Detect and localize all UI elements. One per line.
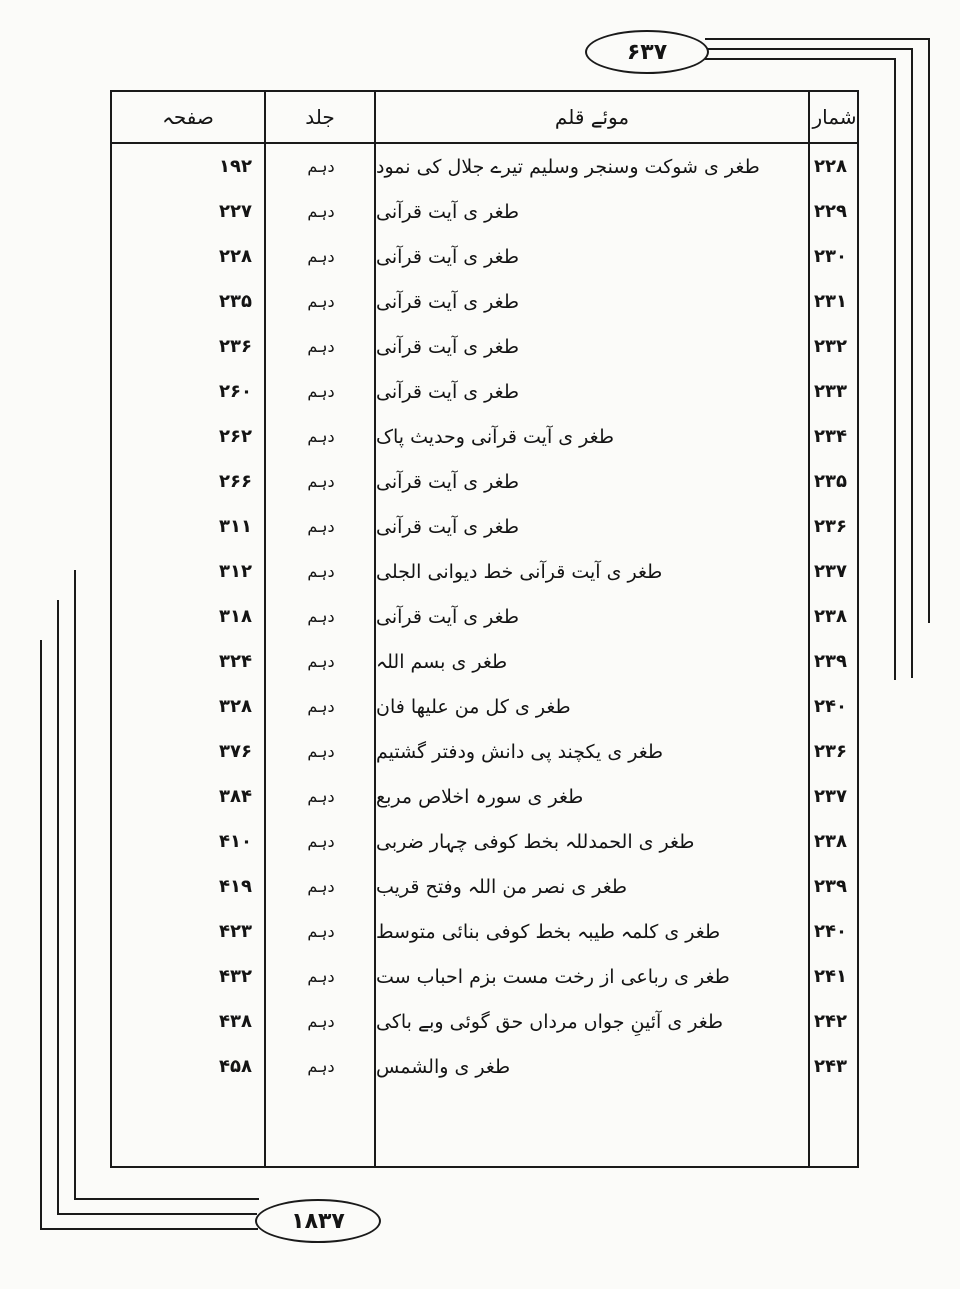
row-volume-text: دہم xyxy=(307,877,335,896)
row-title xyxy=(376,279,808,324)
frame-line xyxy=(928,38,930,623)
row-number-text: ۲۴۰ xyxy=(814,921,847,942)
table-row xyxy=(112,999,857,1044)
table-row xyxy=(112,684,857,729)
row-number-text: ۲۴۰ xyxy=(814,696,847,717)
row-title xyxy=(376,1044,808,1089)
frame-line xyxy=(57,600,59,1215)
row-title-text: طغر ی رباعی از رخت مست بزم احباب ست xyxy=(376,965,730,988)
row-volume xyxy=(266,774,376,819)
row-page xyxy=(112,234,266,279)
frame-line xyxy=(74,1198,259,1200)
row-number xyxy=(812,774,859,819)
page-number-bottom: ۱۸۳۷ xyxy=(255,1199,381,1243)
row-number xyxy=(812,369,859,414)
row-volume xyxy=(266,504,376,549)
row-title xyxy=(376,774,808,819)
row-number xyxy=(812,594,859,639)
row-title xyxy=(376,369,808,414)
row-volume xyxy=(266,594,376,639)
row-number-text: ۲۴۲ xyxy=(814,1011,847,1032)
row-number-text: ۲۳۷ xyxy=(814,786,847,807)
row-number xyxy=(812,549,859,594)
row-number xyxy=(812,819,859,864)
row-volume xyxy=(266,819,376,864)
row-volume xyxy=(266,639,376,684)
row-volume xyxy=(266,189,376,234)
row-number-text: ۲۳۹ xyxy=(814,651,847,672)
row-title xyxy=(376,414,808,459)
row-volume-text: دہم xyxy=(307,1012,335,1031)
table-row xyxy=(112,369,857,414)
row-volume xyxy=(266,144,376,189)
row-page-text: ۴۳۸ xyxy=(219,1011,252,1032)
row-number-text: ۲۳۳ xyxy=(814,381,847,402)
row-page xyxy=(112,684,266,729)
frame-line xyxy=(57,1213,257,1215)
table-row xyxy=(112,774,857,819)
row-page xyxy=(112,594,266,639)
row-number-text: ۲۲۹ xyxy=(814,201,847,222)
table-row xyxy=(112,144,857,189)
row-page-text: ۳۱۱ xyxy=(219,516,252,537)
row-volume xyxy=(266,324,376,369)
header-volume: جلد xyxy=(305,105,335,129)
row-volume-text: دہم xyxy=(307,157,335,176)
table-row xyxy=(112,1044,857,1089)
table-row xyxy=(112,864,857,909)
frame-line xyxy=(40,1228,258,1230)
row-title-text: طغر ی سورہ اخلاص مربع xyxy=(376,785,584,808)
row-page xyxy=(112,459,266,504)
row-title-text: طغر ی کلمہ طیبہ بخط کوفی بنائی متوسط xyxy=(376,920,721,943)
row-title-text: طغر ی آیت قرآنی xyxy=(376,605,519,628)
header-number: شمار xyxy=(812,105,857,129)
frame-line xyxy=(74,570,76,1200)
row-title-text: طغر ی آیت قرآنی وحدیث پاک xyxy=(376,425,614,448)
table-row xyxy=(112,234,857,279)
row-number xyxy=(812,234,859,279)
row-number-text: ۲۳۱ xyxy=(814,291,847,312)
row-volume-text: دہم xyxy=(307,292,335,311)
row-page-text: ۲۲۷ xyxy=(219,201,252,222)
row-number-text: ۲۳۰ xyxy=(814,246,847,267)
table-row xyxy=(112,414,857,459)
table-row xyxy=(112,279,857,324)
row-number xyxy=(812,639,859,684)
row-title xyxy=(376,459,808,504)
row-page-text: ۱۹۲ xyxy=(219,156,252,177)
row-number xyxy=(812,414,859,459)
table-row xyxy=(112,504,857,549)
row-title-text: طغر ی آیت قرآنی xyxy=(376,245,519,268)
row-volume-text: دہم xyxy=(307,1057,335,1076)
row-number-text: ۲۲۸ xyxy=(814,156,847,177)
table-row xyxy=(112,819,857,864)
row-title-text: طغر ی بسم اللہ xyxy=(376,650,508,673)
row-page-text: ۳۸۴ xyxy=(219,786,252,807)
row-title xyxy=(376,999,808,1044)
row-volume xyxy=(266,954,376,999)
row-title xyxy=(376,864,808,909)
row-title xyxy=(376,189,808,234)
row-volume xyxy=(266,414,376,459)
row-page-text: ۲۶۶ xyxy=(219,471,252,492)
row-number-text: ۲۳۴ xyxy=(814,426,847,447)
row-page-text: ۳۲۸ xyxy=(219,696,252,717)
row-page xyxy=(112,279,266,324)
row-volume-text: دہم xyxy=(307,832,335,851)
table-row xyxy=(112,549,857,594)
row-title-text: طغر ی آئینِ جواں مرداں حق گوئی وبے باکی xyxy=(376,1010,724,1033)
row-volume xyxy=(266,369,376,414)
row-number xyxy=(812,324,859,369)
row-volume-text: دہم xyxy=(307,742,335,761)
table-row xyxy=(112,639,857,684)
row-volume-text: دہم xyxy=(307,427,335,446)
row-title-text: طغر ی آیت قرآنی خط دیوانی الجلی xyxy=(376,560,663,583)
row-title xyxy=(376,819,808,864)
row-title-text: طغر ی آیت قرآنی xyxy=(376,470,519,493)
row-title xyxy=(376,639,808,684)
row-title-text: طغر ی آیت قرآنی xyxy=(376,200,519,223)
row-page-text: ۴۵۸ xyxy=(219,1056,252,1077)
row-page xyxy=(112,639,266,684)
row-volume-text: دہم xyxy=(307,922,335,941)
row-number xyxy=(812,504,859,549)
row-number xyxy=(812,144,859,189)
row-volume-text: دہم xyxy=(307,652,335,671)
row-page-text: ۳۷۶ xyxy=(219,741,252,762)
row-page-text: ۲۳۶ xyxy=(219,336,252,357)
row-title xyxy=(376,954,808,999)
frame-line xyxy=(894,58,896,680)
row-title-text: طغر ی آیت قرآنی xyxy=(376,290,519,313)
row-title xyxy=(376,684,808,729)
row-number xyxy=(812,864,859,909)
row-title-text: طغر ی الحمدللہ بخط کوفی چہار ضربی xyxy=(376,830,695,853)
row-page xyxy=(112,369,266,414)
row-title xyxy=(376,234,808,279)
row-title xyxy=(376,324,808,369)
row-title-text: طغر ی آیت قرآنی xyxy=(376,515,519,538)
row-title xyxy=(376,909,808,954)
row-title xyxy=(376,549,808,594)
row-number-text: ۲۳۸ xyxy=(814,606,847,627)
table-row xyxy=(112,324,857,369)
row-page xyxy=(112,774,266,819)
table-row xyxy=(112,594,857,639)
row-title-text: طغر ی آیت قرآنی xyxy=(376,380,519,403)
row-number-text: ۲۴۱ xyxy=(814,966,847,987)
frame-line xyxy=(40,640,42,1230)
row-page-text: ۴۱۰ xyxy=(219,831,252,852)
table-row xyxy=(112,459,857,504)
row-number xyxy=(812,909,859,954)
row-volume xyxy=(266,549,376,594)
row-number xyxy=(812,189,859,234)
row-number-text: ۲۳۹ xyxy=(814,876,847,897)
row-number xyxy=(812,1044,859,1089)
row-page xyxy=(112,324,266,369)
row-volume-text: دہم xyxy=(307,202,335,221)
row-page xyxy=(112,549,266,594)
row-page-text: ۲۲۸ xyxy=(219,246,252,267)
row-number xyxy=(812,954,859,999)
row-page-text: ۳۲۴ xyxy=(219,651,252,672)
row-title xyxy=(376,504,808,549)
row-volume-text: دہم xyxy=(307,697,335,716)
row-page xyxy=(112,189,266,234)
table-row xyxy=(112,909,857,954)
row-number-text: ۲۳۲ xyxy=(814,336,847,357)
row-page xyxy=(112,414,266,459)
row-volume xyxy=(266,684,376,729)
row-page xyxy=(112,144,266,189)
row-number xyxy=(812,729,859,774)
row-page xyxy=(112,1044,266,1089)
row-page xyxy=(112,909,266,954)
row-title xyxy=(376,144,808,189)
frame-line xyxy=(707,48,913,50)
row-volume-text: دہم xyxy=(307,562,335,581)
row-volume xyxy=(266,729,376,774)
row-number xyxy=(812,999,859,1044)
row-page-text: ۴۱۹ xyxy=(219,876,252,897)
row-page-text: ۴۳۲ xyxy=(219,966,252,987)
page-number-top: ۶۳۷ xyxy=(585,30,709,74)
row-page-text: ۳۱۸ xyxy=(219,606,252,627)
row-volume-text: دہم xyxy=(307,607,335,626)
row-title-text: طغر ی نصر من اللہ وفتح قریب xyxy=(376,875,628,898)
row-volume xyxy=(266,1044,376,1089)
row-page xyxy=(112,504,266,549)
row-title-text: طغر ی کل من علیھا فان xyxy=(376,695,571,718)
row-volume-text: دہم xyxy=(307,967,335,986)
row-title xyxy=(376,594,808,639)
row-volume-text: دہم xyxy=(307,337,335,356)
row-page-text: ۲۳۵ xyxy=(219,291,252,312)
row-volume xyxy=(266,909,376,954)
row-number-text: ۲۳۷ xyxy=(814,561,847,582)
row-page xyxy=(112,999,266,1044)
row-page-text: ۲۶۲ xyxy=(219,426,252,447)
row-page xyxy=(112,729,266,774)
row-page-text: ۳۱۲ xyxy=(219,561,252,582)
row-volume xyxy=(266,459,376,504)
header-page: صفحہ xyxy=(162,105,214,129)
row-page xyxy=(112,819,266,864)
table-row xyxy=(112,954,857,999)
row-volume xyxy=(266,279,376,324)
row-number-text: ۲۴۳ xyxy=(814,1056,847,1077)
frame-line xyxy=(911,48,913,678)
row-page xyxy=(112,954,266,999)
table-row xyxy=(112,729,857,774)
table-row xyxy=(112,189,857,234)
row-number xyxy=(812,684,859,729)
row-volume-text: دہم xyxy=(307,472,335,491)
row-number-text: ۲۳۶ xyxy=(814,741,847,762)
index-table xyxy=(110,90,859,1168)
row-volume-text: دہم xyxy=(307,247,335,266)
row-volume-text: دہم xyxy=(307,787,335,806)
row-volume xyxy=(266,234,376,279)
row-number xyxy=(812,279,859,324)
row-title-text: طغر ی شوکت وسنجر وسلیم تیرے جلال کی نمود xyxy=(376,155,760,178)
row-page xyxy=(112,864,266,909)
row-title xyxy=(376,729,808,774)
row-title-text: طغر ی والشمس xyxy=(376,1055,511,1078)
frame-line xyxy=(705,38,930,40)
row-title-text: طغر ی یکچند پی دانش ودفتر گشتیم xyxy=(376,740,664,763)
row-volume-text: دہم xyxy=(307,382,335,401)
row-number xyxy=(812,459,859,504)
row-volume xyxy=(266,999,376,1044)
row-title-text: طغر ی آیت قرآنی xyxy=(376,335,519,358)
row-volume-text: دہم xyxy=(307,517,335,536)
row-number-text: ۲۳۸ xyxy=(814,831,847,852)
row-page-text: ۲۶۰ xyxy=(219,381,252,402)
row-number-text: ۲۳۵ xyxy=(814,471,847,492)
row-volume xyxy=(266,864,376,909)
header-title: موئے قلم xyxy=(554,105,630,129)
frame-line xyxy=(705,58,896,60)
row-page-text: ۴۲۳ xyxy=(219,921,252,942)
row-number-text: ۲۳۶ xyxy=(814,516,847,537)
